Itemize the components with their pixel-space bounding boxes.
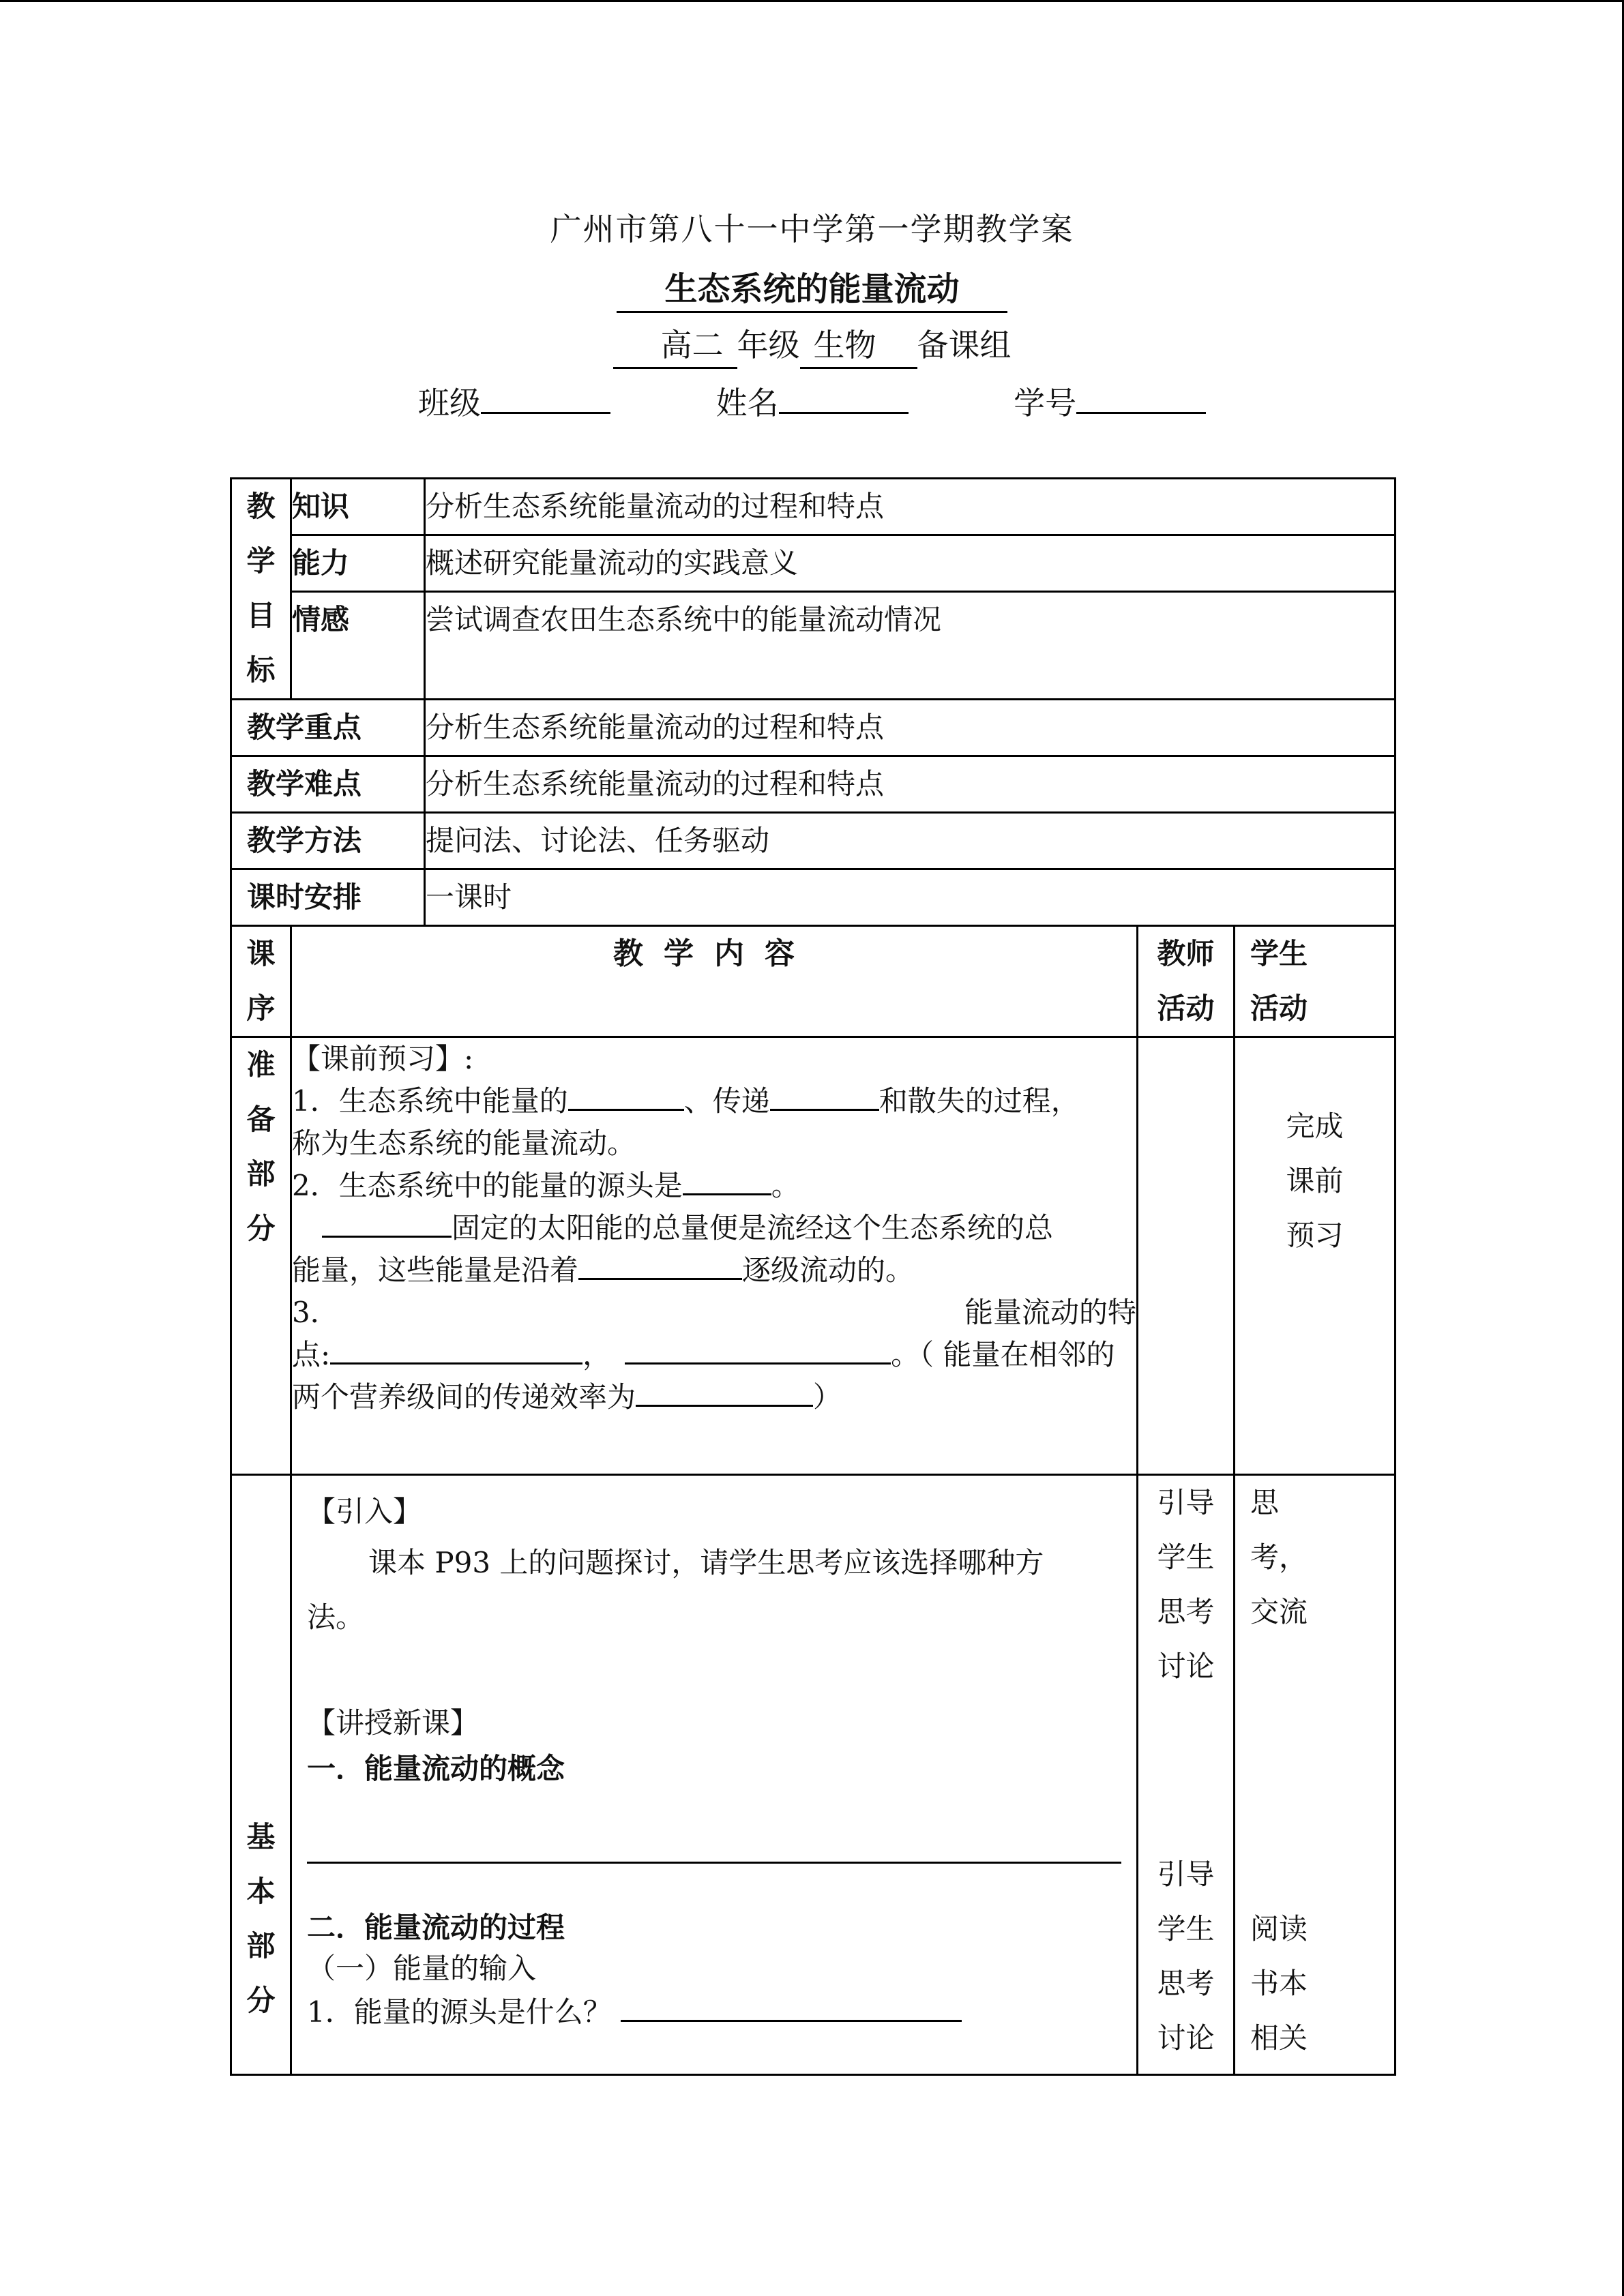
obj-char-2: 学 — [246, 544, 276, 578]
sequence-char-2: 序 — [246, 992, 276, 1025]
schedule-label: 课时安排 — [231, 869, 425, 926]
prep-q3-a: 点: — [292, 1338, 331, 1371]
emotion-value: 尝试调查农田生态系统中的能量流动情况 — [425, 592, 1396, 700]
obj-char-4: 标 — [246, 653, 276, 687]
basic-teacher-activity — [1138, 1475, 1235, 2075]
basic-char-4: 分 — [246, 1984, 276, 2017]
info-row — [231, 756, 1396, 813]
student-1-line-3: 交流 — [1250, 1595, 1308, 1628]
prep-student-line-3: 预习 — [1286, 1219, 1344, 1252]
prep-student-line-2: 课前 — [1286, 1164, 1344, 1197]
teacher-header — [1138, 926, 1235, 1037]
lesson-table — [230, 477, 1396, 2076]
basic-char-2: 本 — [246, 1875, 276, 1908]
prep-q3-blank-2[interactable] — [625, 1362, 891, 1365]
name-label: 姓名 — [715, 385, 779, 421]
section1-heading: 一．能量流动的概念 — [307, 1752, 565, 1785]
student-id-line — [0, 378, 1624, 423]
teacher-2-line-3: 思考 — [1157, 1967, 1215, 2000]
new-lesson-heading: 【讲授新课】 — [307, 1706, 479, 1740]
subject-suffix: 备课组 — [917, 327, 1012, 363]
teacher-2-line-2: 学生 — [1157, 1912, 1215, 1945]
prep-q3-blank-1[interactable] — [330, 1362, 582, 1365]
knowledge-value: 分析生态系统能量流动的过程和特点 — [425, 479, 1396, 535]
prep-q3-e: ） — [813, 1380, 842, 1414]
number-input[interactable] — [1076, 412, 1206, 414]
prep-q1-blank-2[interactable] — [770, 1109, 879, 1111]
obj-char-3: 目 — [246, 599, 276, 632]
number-label: 学号 — [1014, 385, 1077, 421]
sequence-header — [231, 926, 291, 1037]
prep-q1-blank-1[interactable] — [568, 1109, 684, 1111]
prep-q2-blank-2[interactable] — [322, 1236, 452, 1238]
basic-content — [291, 1475, 1138, 2075]
sequence-char-1: 课 — [246, 937, 276, 970]
objectives-label — [231, 479, 291, 700]
grade-blank — [613, 320, 737, 369]
student-header-line-2: 活动 — [1250, 992, 1308, 1025]
name-input[interactable] — [779, 412, 909, 414]
student-2-line-3: 相关 — [1250, 2021, 1308, 2055]
prep-q1-a: 1．生态系统中能量的 — [292, 1084, 568, 1118]
class-label: 班级 — [417, 385, 481, 421]
teacher-1-line-3: 思考 — [1157, 1595, 1215, 1628]
teacher-1-line-2: 学生 — [1157, 1540, 1215, 1574]
teacher-header-line-2: 活动 — [1157, 992, 1215, 1025]
content-header: 教学内容 — [291, 926, 1138, 1037]
q1-line — [307, 1989, 1121, 2036]
prep-q1-b: 、传递 — [683, 1084, 770, 1118]
class-input[interactable] — [481, 412, 610, 414]
teacher-2-line-4: 讨论 — [1157, 2021, 1215, 2055]
basic-row — [231, 1475, 1396, 2075]
prep-q2-line-3 — [292, 1249, 1136, 1292]
intro-heading: 【引入】 — [307, 1495, 422, 1528]
student-1-line-1: 思 — [1250, 1486, 1280, 1519]
school-title: 广州市第八十一中学第一学期教学案 — [550, 211, 1074, 248]
lesson-title — [0, 263, 1624, 313]
prep-heading: 【课前预习】: — [292, 1042, 474, 1075]
schedule-value: 一课时 — [425, 869, 1396, 926]
section2-heading: 二．能量流动的过程 — [307, 1911, 565, 1944]
prep-q3-d: 两个营养级间的传递效率为 — [292, 1380, 636, 1414]
info-row — [231, 813, 1396, 869]
prep-content — [291, 1037, 1138, 1475]
sub1-heading: （一）能量的输入 — [307, 1952, 537, 1985]
name-field — [716, 378, 909, 423]
teacher-header-line-1: 教师 — [1157, 937, 1215, 970]
q1-text: 1．能量的源头是什么？ — [307, 1995, 612, 2029]
prep-q3-num: 3． — [292, 1296, 339, 1329]
prep-char-2: 备 — [246, 1103, 276, 1136]
lesson-title-text: 生态系统的能量流动 — [617, 263, 1007, 313]
prep-q3-line-3 — [292, 1376, 1136, 1418]
prep-q2-e: 逐级流动的。 — [742, 1253, 915, 1287]
prep-q1-line — [292, 1080, 1136, 1122]
prep-q3-blank-3[interactable] — [636, 1405, 813, 1407]
prep-teacher-activity — [1138, 1037, 1235, 1475]
student-header-line-1: 学生 — [1250, 937, 1308, 970]
number-field — [1014, 378, 1206, 423]
prep-q2-c: 固定的太阳能的总量便是流经这个生态系统的总 — [452, 1211, 1054, 1244]
subject-value: 生物 — [813, 327, 876, 363]
class-field — [418, 378, 610, 423]
student-header — [1235, 926, 1396, 1037]
prep-q3-b: ， — [582, 1338, 612, 1371]
teacher-2-line-1: 引导 — [1157, 1858, 1215, 1891]
prep-q2-b: 。 — [771, 1169, 800, 1202]
info-row — [231, 700, 1396, 756]
emotion-label: 情感 — [291, 592, 425, 700]
student-1-line-2: 考， — [1250, 1540, 1308, 1574]
student-2-line-2: 书本 — [1250, 1967, 1308, 2000]
prep-q3-line-2 — [292, 1334, 1136, 1376]
grade-value: 高二 — [660, 327, 724, 363]
teacher-1-line-4: 讨论 — [1157, 1650, 1215, 1683]
key-points-label: 教学重点 — [231, 700, 425, 756]
prep-row — [231, 1037, 1396, 1475]
ability-label: 能力 — [291, 535, 425, 592]
prep-q2-a: 2．生态系统中的能量的源头是 — [292, 1169, 683, 1202]
basic-label — [231, 1475, 291, 2075]
key-points-value: 分析生态系统能量流动的过程和特点 — [425, 700, 1396, 756]
intro-text-2: 法。 — [307, 1600, 365, 1634]
q1-answer-blank[interactable] — [621, 2020, 962, 2022]
teacher-1-line-1: 引导 — [1157, 1486, 1215, 1519]
prep-q1-d: 称为生态系统的能量流动。 — [292, 1127, 636, 1160]
prep-q2-line-2 — [292, 1207, 1136, 1249]
prep-student-line-1: 完成 — [1286, 1109, 1344, 1143]
method-value: 提问法、讨论法、任务驱动 — [425, 813, 1396, 869]
prep-q3-c: 。（ 能量在相邻的 — [891, 1338, 1115, 1371]
prep-student-activity — [1235, 1037, 1396, 1475]
obj-char-1: 教 — [246, 490, 276, 523]
prep-q1-c: 和散失的过程， — [879, 1084, 1080, 1118]
prep-char-1: 准 — [246, 1048, 276, 1082]
difficulties-value: 分析生态系统能量流动的过程和特点 — [425, 756, 1396, 813]
prep-q3-line — [292, 1292, 1136, 1334]
basic-student-activity — [1235, 1475, 1396, 2075]
knowledge-label: 知识 — [291, 479, 425, 535]
grade-subject-line — [0, 320, 1624, 369]
grade-suffix: 年级 — [737, 327, 800, 363]
prep-q2-line — [292, 1165, 1136, 1207]
intro-text-1: 课本 P93 上的问题探讨，请学生思考应该选择哪种方 — [368, 1546, 1044, 1579]
prep-char-4: 分 — [246, 1212, 276, 1245]
basic-char-3: 部 — [246, 1929, 276, 1963]
info-row — [231, 869, 1396, 926]
prep-label — [231, 1037, 291, 1475]
page-border-top — [0, 0, 1624, 2]
student-2-line-1: 阅读 — [1250, 1912, 1308, 1945]
difficulties-label: 教学难点 — [231, 756, 425, 813]
prep-q2-blank-1[interactable] — [683, 1193, 771, 1195]
method-label: 教学方法 — [231, 813, 425, 869]
prep-char-3: 部 — [246, 1157, 276, 1191]
prep-q3-right: 能量流动的特 — [964, 1296, 1136, 1329]
subject-blank — [800, 320, 917, 369]
ability-value: 概述研究能量流动的实践意义 — [425, 535, 1396, 592]
prep-q2-d: 能量，这些能量是沿着 — [292, 1253, 579, 1287]
basic-char-1: 基 — [246, 1820, 276, 1853]
column-header-row — [231, 926, 1396, 1037]
prep-q2-blank-3[interactable] — [578, 1278, 742, 1280]
